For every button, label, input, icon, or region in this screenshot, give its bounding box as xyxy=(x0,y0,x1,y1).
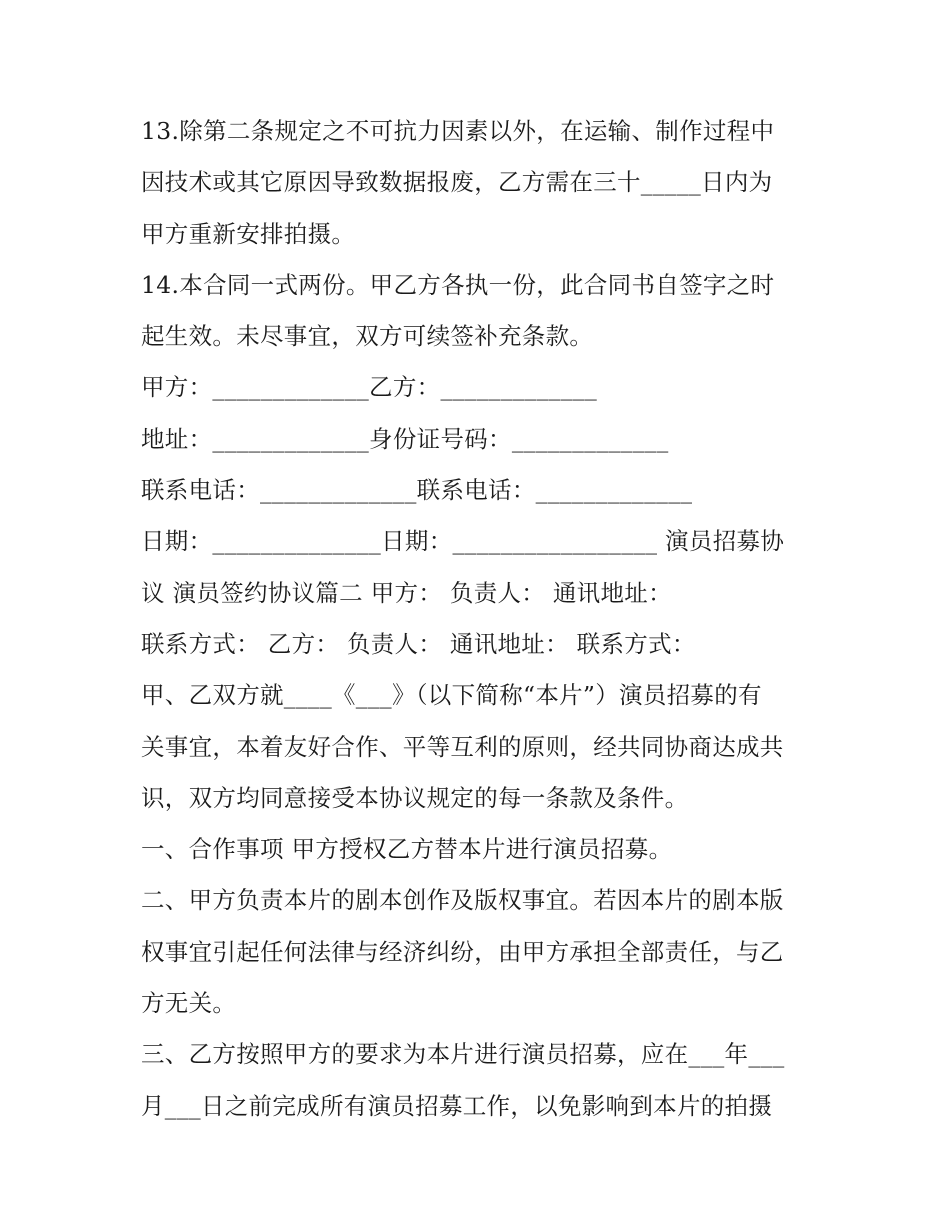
text-line: 权事宜引起任何法律与经济纠纷，由甲方承担全部责任，与乙 xyxy=(141,937,784,966)
text-line: 关事宜，本着友好合作、平等互利的原则，经共同协商达成共 xyxy=(141,732,784,761)
text-line: 二、甲方负责本片的剧本创作及版权事宜。若因本片的剧本版 xyxy=(141,886,784,915)
text-line: 13.除第二条规定之不可抗力因素以外，在运输、制作过程中 xyxy=(141,117,775,145)
text-line: 议 演员签约协议篇二 甲方： 负责人： 通讯地址： xyxy=(141,578,672,607)
phone-line: 联系电话：_____________联系电话：_____________ xyxy=(141,476,693,505)
date-line: 日期：______________日期：_________________ 演员招募协 xyxy=(141,527,785,556)
text-line: 甲方重新安排拍摄。 xyxy=(141,219,356,248)
text-line: 因技术或其它原因导致数据报废，乙方需在三十_____日内为 xyxy=(141,168,773,197)
document-body xyxy=(141,106,821,1132)
text-line: 联系方式： 乙方： 负责人： 通讯地址： 联系方式： xyxy=(141,629,696,658)
text-line: 14.本合同一式两份。甲乙方各执一份，此合同书自签字之时 xyxy=(141,270,775,299)
text-line: 月___日之前完成所有演员招募工作，以免影响到本片的拍摄 xyxy=(141,1091,773,1120)
text-line: 识，双方均同意接受本协议规定的每一条款及条件。 xyxy=(141,783,689,812)
party-name-line: 甲方：_____________乙方：_____________ xyxy=(141,373,598,402)
text-line: 一、合作事项 甲方授权乙方替本片进行演员招募。 xyxy=(141,835,673,864)
text-line: 方无关。 xyxy=(141,989,237,1018)
text-line: 甲、乙双方就____《___》（以下简称“本片”）演员招募的有 xyxy=(141,681,762,710)
text-line: 起生效。未尽事宜，双方可续签补充条款。 xyxy=(141,322,594,351)
address-line: 地址：_____________身份证号码：_____________ xyxy=(141,424,669,453)
text-line: 三、乙方按照甲方的要求为本片进行演员招募，应在___年___ xyxy=(141,1040,785,1069)
